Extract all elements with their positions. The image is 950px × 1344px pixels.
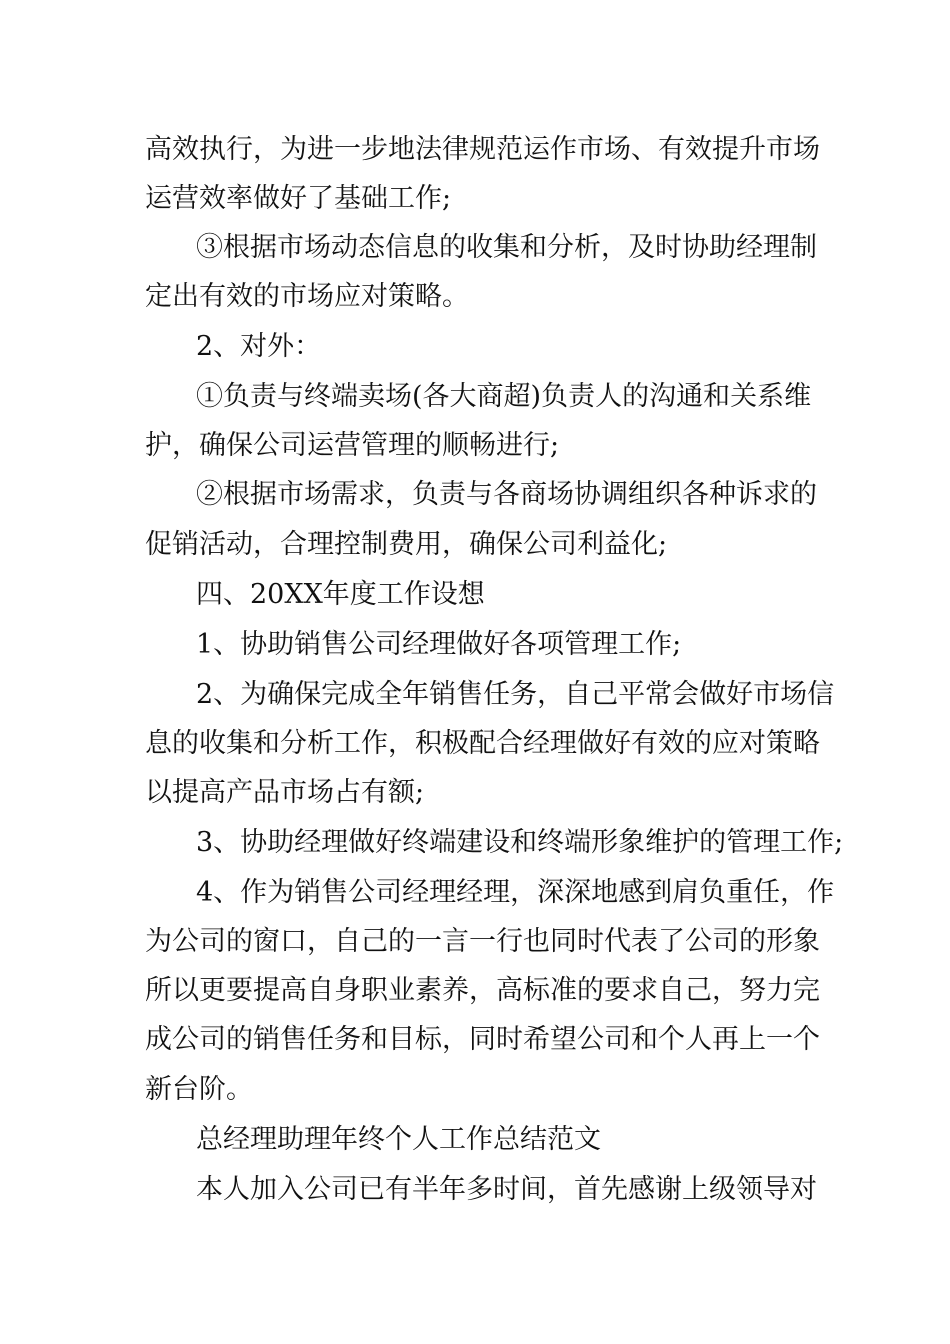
paragraph-line: 为公司的窗口，自己的一言一行也同时代表了公司的形象 xyxy=(145,926,820,957)
paragraph-line: 1、协助销售公司经理做好各项管理工作; xyxy=(196,629,682,660)
paragraph-line: 成公司的销售任务和目标，同时希望公司和个人再上一个 xyxy=(145,1024,820,1055)
section-heading: 四、20XX年度工作设想 xyxy=(196,579,485,610)
paragraph-line: 护，确保公司运营管理的顺畅进行; xyxy=(145,430,560,461)
paragraph-line: 4、作为销售公司经理经理，深深地感到肩负重任，作 xyxy=(196,877,835,908)
paragraph-line: 新台阶。 xyxy=(145,1074,253,1105)
paragraph-line: 促销活动，合理控制费用，确保公司利益化; xyxy=(145,529,668,560)
paragraph-line: 息的收集和分析工作，积极配合经理做好有效的应对策略 xyxy=(145,728,820,759)
paragraph-line: 所以更要提高自身职业素养，高标准的要求自己，努力完 xyxy=(145,975,820,1006)
paragraph-line: 2、对外： xyxy=(196,331,322,362)
paragraph-line: ③根据市场动态信息的收集和分析，及时协助经理制 xyxy=(196,232,817,263)
paragraph-line: 3、协助经理做好终端建设和终端形象维护的管理工作; xyxy=(196,827,844,858)
paragraph-line: 本人加入公司已有半年多时间，首先感谢上级领导对 xyxy=(196,1174,817,1205)
paragraph-line: 运营效率做好了基础工作; xyxy=(145,183,452,214)
paragraph-line: 2、为确保完成全年销售任务，自己平常会做好市场信 xyxy=(196,679,835,710)
article-title: 总经理助理年终个人工作总结范文 xyxy=(196,1124,601,1155)
paragraph-line: ②根据市场需求，负责与各商场协调组织各种诉求的 xyxy=(196,479,817,510)
paragraph-line: 定出有效的市场应对策略。 xyxy=(145,281,469,312)
paragraph-line: ①负责与终端卖场(各大商超)负责人的沟通和关系维 xyxy=(196,381,812,412)
paragraph-line: 以提高产品市场占有额; xyxy=(145,777,425,808)
paragraph-line: 高效执行，为进一步地法律规范运作市场、有效提升市场 xyxy=(145,134,820,165)
